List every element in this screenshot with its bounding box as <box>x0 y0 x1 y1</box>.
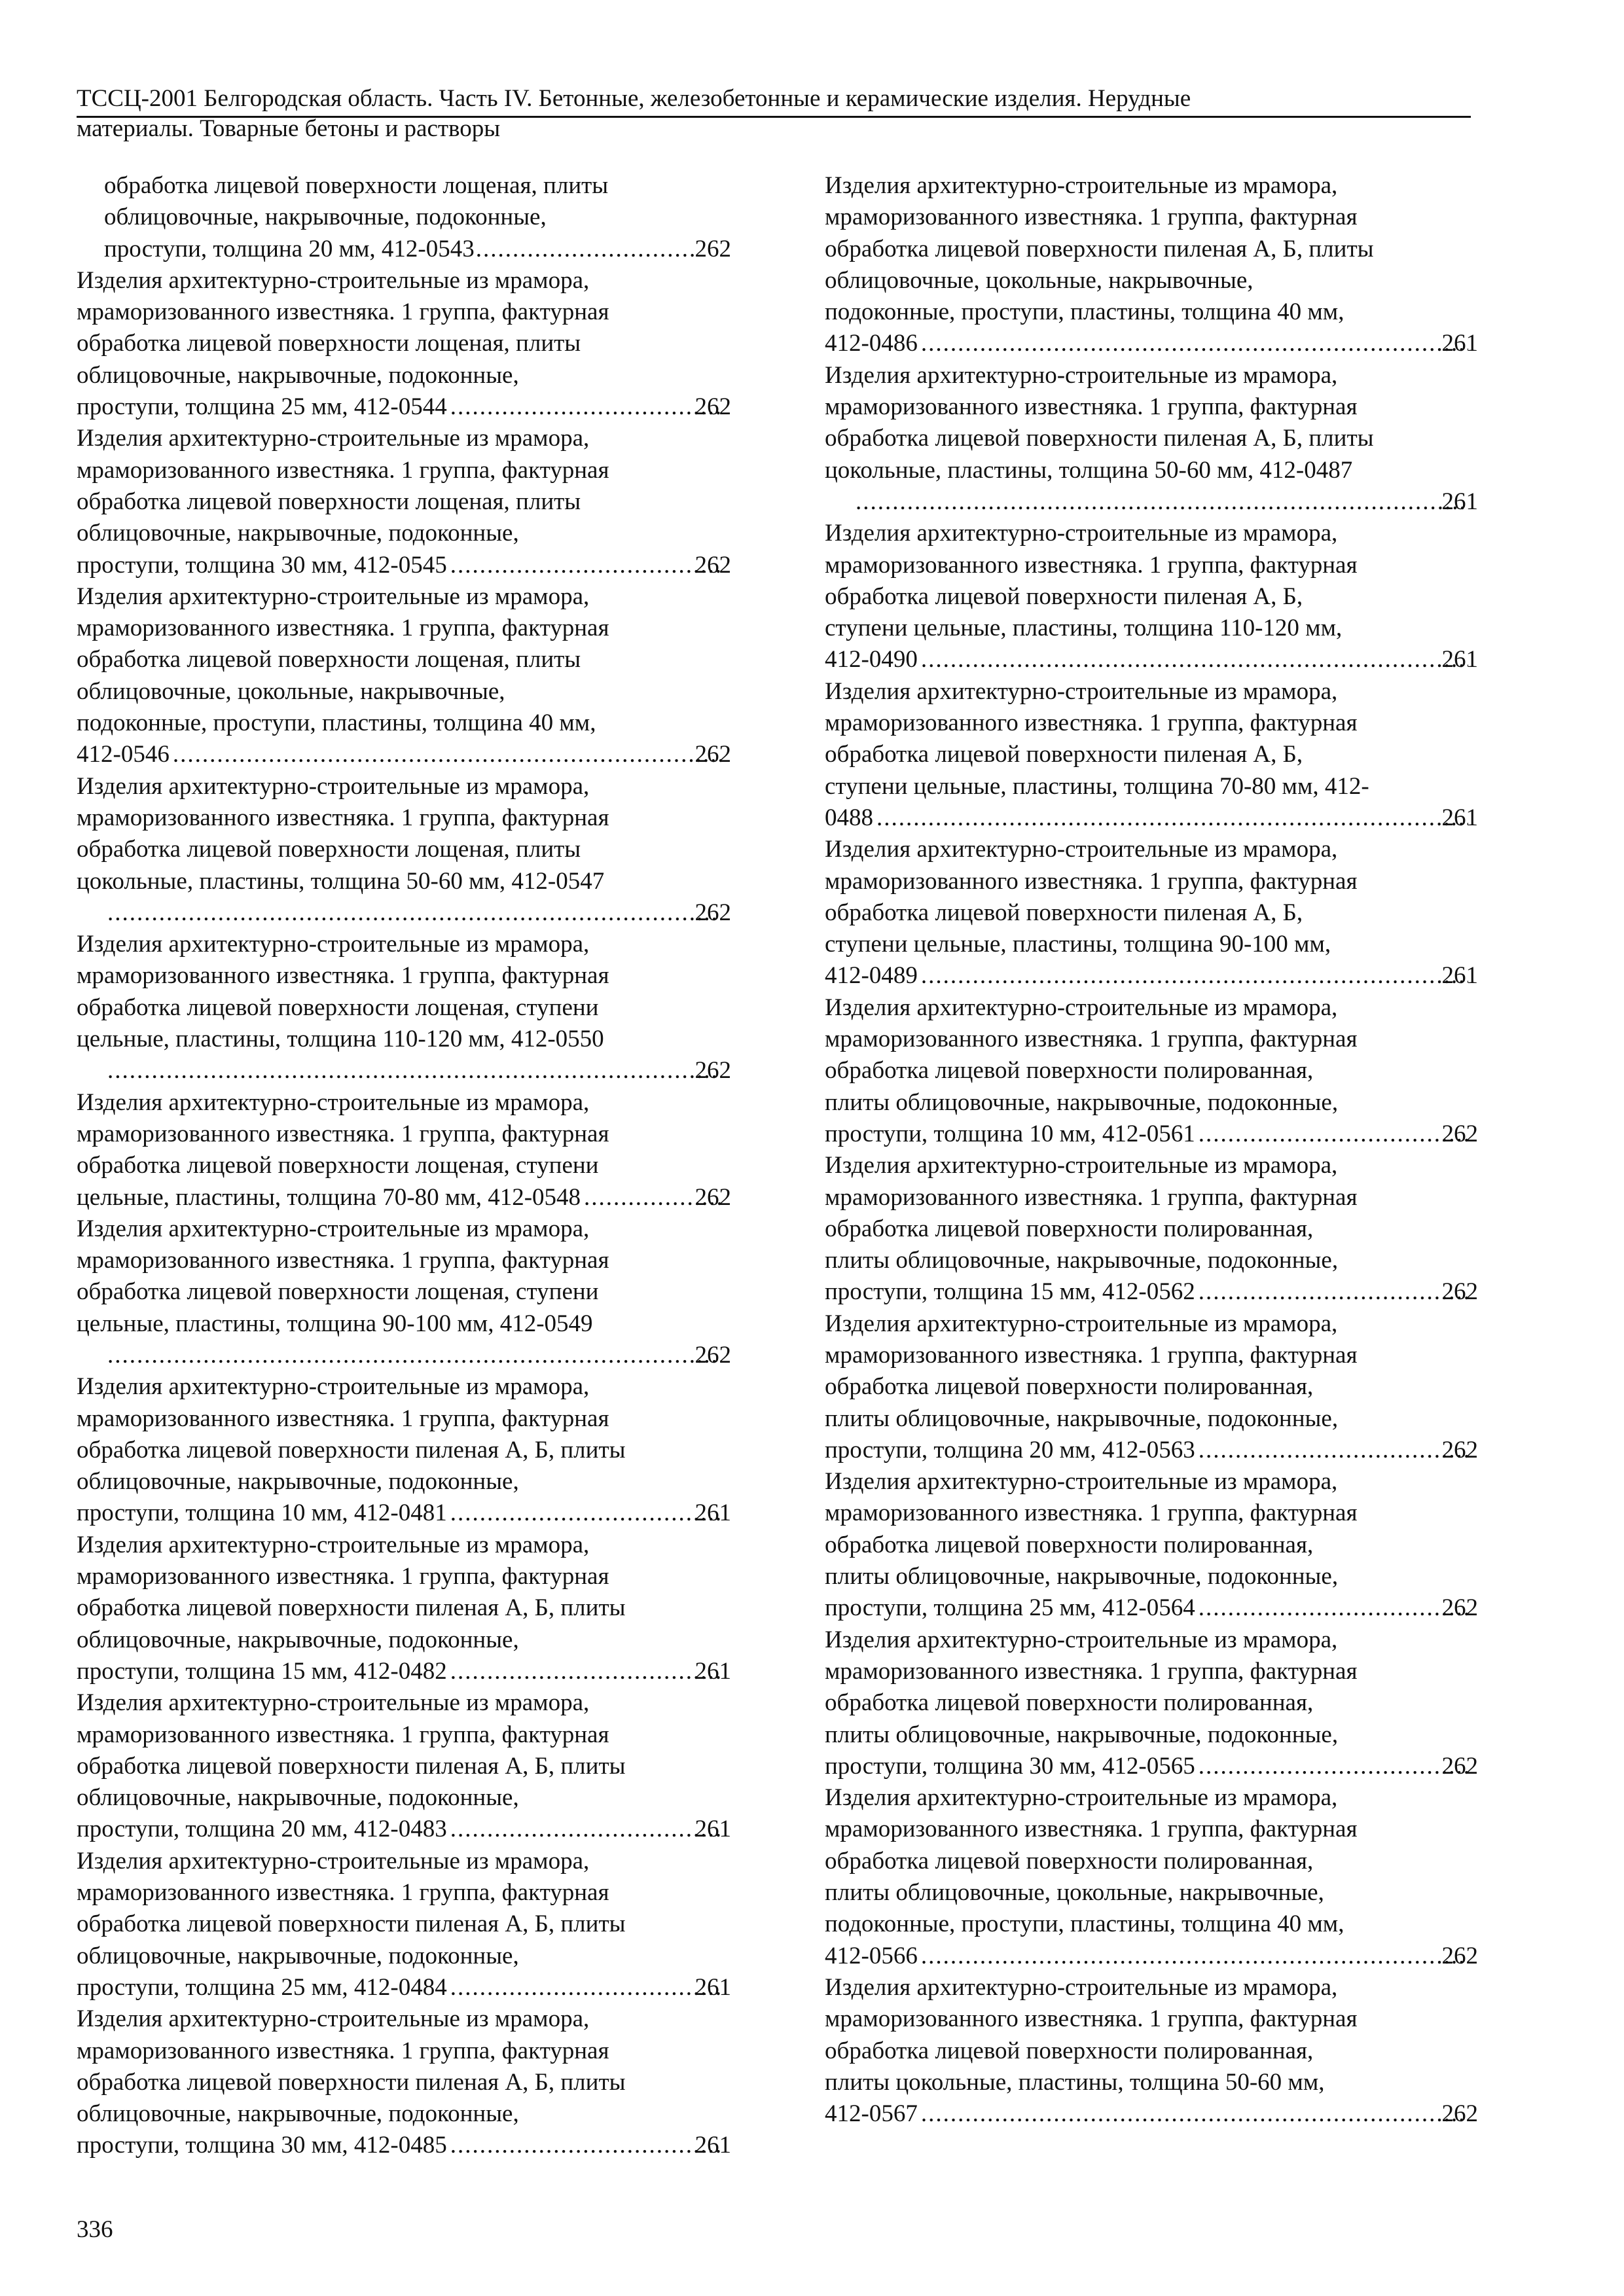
entry-text-line: Изделия архитектурно-строительные из мрамора, <box>77 1847 590 1874</box>
entry-text-line: мраморизованного известняка. 1 группа, фактурная <box>825 1499 1358 1527</box>
entry-text-line: Изделия архитектурно-строительные из мрамора, <box>77 1373 590 1401</box>
dot-leader <box>1197 1592 1468 1624</box>
entry-text-line: облицовочные, накрывочные, подоконные, <box>77 1626 519 1653</box>
entry-page-number: 261 <box>695 1499 731 1527</box>
dot-leader <box>1197 1119 1468 1150</box>
dot-leader <box>854 486 1468 518</box>
entry-text-line: обработка лицевой поверхности лощеная, плиты <box>77 330 581 357</box>
running-header <box>77 84 1471 144</box>
entry-text-line: обработка лицевой поверхности лощеная, плиты <box>77 488 581 515</box>
entry-text-line: облицовочные, накрывочные, подоконные, <box>77 520 519 547</box>
entry-last-line: проступи, толщина 15 мм, 412-0482 <box>77 1657 447 1685</box>
index-entry <box>77 1846 731 2003</box>
index-entry <box>825 992 1478 1150</box>
entry-text-line: обработка лицевой поверхности пиленая А, Б, плиты <box>77 1594 626 1622</box>
entry-text-line: облицовочные, накрывочные, подоконные, <box>77 1468 519 1496</box>
entry-text-line: Изделия архитектурно-строительные из мрамора, <box>77 583 590 610</box>
entry-text-line: плиты облицовочные, накрывочные, подоконные, <box>825 1405 1339 1432</box>
entry-text-line: мраморизованного известняка. 1 группа, фактурная <box>825 1183 1358 1211</box>
entry-leader-line <box>77 1656 731 1687</box>
entry-text-line: облицовочные, цокольные, накрывочные, <box>77 677 505 705</box>
entry-text-line: мраморизованного известняка. 1 группа, фактурная <box>77 1405 609 1432</box>
entry-text-line: обработка лицевой поверхности лощеная, ступени <box>77 1278 599 1306</box>
entry-page-number: 261 <box>1441 488 1478 515</box>
entry-leader-line <box>77 1182 731 1213</box>
entry-text-line: обработка лицевой поверхности лощеная, плиты <box>77 836 581 863</box>
entry-page-number: 262 <box>1441 1594 1478 1622</box>
dot-leader <box>1197 1276 1468 1308</box>
entry-text-line: обработка лицевой поверхности пиленая А, Б, плиты <box>77 1910 626 1938</box>
entry-text-line: Изделия архитектурно-строительные из мрамора, <box>825 1310 1338 1337</box>
entry-page-number: 262 <box>1441 1278 1478 1306</box>
entry-page-number: 261 <box>695 1816 731 1843</box>
dot-leader <box>919 328 1468 359</box>
entry-text-line: Изделия архитектурно-строительные из мрамора, <box>825 836 1338 863</box>
entry-text-line: облицовочные, цокольные, накрывочные, <box>825 266 1254 294</box>
entry-text-line: обработка лицевой поверхности полированная, <box>825 1847 1314 1874</box>
entry-leader-line <box>77 2130 731 2161</box>
entry-last-line: проступи, толщина 10 мм, 412-0561 <box>825 1120 1195 1147</box>
dot-leader <box>1197 1435 1468 1466</box>
entry-page-number: 261 <box>695 1657 731 1685</box>
dot-leader <box>448 1656 721 1687</box>
header-line-1: ТССЦ-2001 Белгородская область. Часть IV. Бетонные, железобетонные и керамические изделия. Нерудные <box>77 85 1191 112</box>
entry-leader-line <box>825 1751 1478 1782</box>
dot-leader <box>448 2130 721 2161</box>
index-entry <box>77 581 731 771</box>
entry-text-line: мраморизованного известняка. 1 группа, фактурная <box>825 1816 1358 1843</box>
entry-text-line: мраморизованного известняка. 1 группа, фактурная <box>77 2037 609 2064</box>
entry-text-line: мраморизованного известняка. 1 группа, фактурная <box>77 1120 609 1147</box>
entry-text-line: подоконные, проступи, пластины, толщина 40 мм, <box>825 1910 1344 1938</box>
entry-text-line: обработка лицевой поверхности лощеная, плиты <box>77 646 581 673</box>
index-entry <box>825 1972 1478 2130</box>
entry-page-number: 262 <box>1441 1436 1478 1463</box>
index-entry <box>77 423 731 581</box>
entry-text-line: обработка лицевой поверхности полированная, <box>825 1689 1314 1717</box>
entry-text-line: мраморизованного известняка. 1 группа, фактурная <box>77 1721 609 1748</box>
entry-text-line: плиты облицовочные, цокольные, накрывочные, <box>825 1879 1324 1907</box>
entry-leader-line <box>104 1055 731 1086</box>
dot-leader <box>105 897 721 929</box>
entry-text-line: мраморизованного известняка. 1 группа, фактурная <box>825 204 1358 231</box>
entry-text-line: мраморизованного известняка. 1 группа, фактурная <box>77 1247 609 1274</box>
index-entry <box>825 1150 1478 1308</box>
entry-text-line: ступени цельные, пластины, толщина 110-120 мм, <box>825 615 1343 642</box>
entry-text-line: облицовочные, накрывочные, подоконные, <box>104 204 547 231</box>
entry-leader-line <box>77 1498 731 1529</box>
dot-leader <box>919 960 1468 992</box>
entry-leader-line <box>825 1941 1478 1972</box>
entry-last-line: 412-0546 <box>77 741 170 768</box>
entry-text-line: обработка лицевой поверхности полированная, <box>825 1531 1314 1558</box>
entry-page-number: 261 <box>1441 330 1478 357</box>
entry-text-line: мраморизованного известняка. 1 группа, фактурная <box>77 298 609 326</box>
entry-text-line: Изделия архитектурно-строительные из мрамора, <box>77 1689 590 1717</box>
entry-text-line: Изделия архитектурно-строительные из мрамора, <box>825 1468 1338 1496</box>
page-number: 336 <box>77 2216 113 2243</box>
entry-text-line: мраморизованного известняка. 1 группа, фактурная <box>825 1341 1358 1369</box>
entry-text-line: Изделия архитектурно-строительные из мрамора, <box>77 1088 590 1116</box>
entry-text-line: Изделия архитектурно-строительные из мрамора, <box>77 772 590 800</box>
entry-page-number: 262 <box>1441 1120 1478 1147</box>
entry-text-line: Изделия архитектурно-строительные из мрамора, <box>825 994 1338 1021</box>
dot-leader <box>919 1941 1468 1972</box>
entry-text-line: обработка лицевой поверхности лощеная, ступени <box>77 1152 599 1179</box>
index-entry <box>77 1087 731 1213</box>
entry-leader-line <box>77 739 731 770</box>
entry-text-line: Изделия архитектурно-строительные из мрамора, <box>825 1626 1338 1653</box>
entry-text-line: мраморизованного известняка. 1 группа, фактурная <box>825 1026 1358 1053</box>
entry-text-line: плиты облицовочные, накрывочные, подоконные, <box>825 1563 1339 1590</box>
entry-text-line: цельные, пластины, толщина 90-100 мм, 412-0549 <box>77 1310 593 1337</box>
entry-page-number: 262 <box>1441 1752 1478 1780</box>
entry-page-number: 262 <box>695 393 731 421</box>
index-entry <box>825 676 1478 834</box>
index-entry <box>77 170 731 265</box>
entry-text-line: цокольные, пластины, толщина 50-60 мм, 412-0487 <box>825 456 1353 484</box>
index-entry <box>825 518 1478 675</box>
entry-leader-line <box>825 960 1478 992</box>
entry-text-line: Изделия архитектурно-строительные из мрамора, <box>825 1784 1338 1812</box>
index-entry <box>825 834 1478 992</box>
entry-text-line: подоконные, проступи, пластины, толщина 40 мм, <box>825 298 1344 326</box>
entry-text-line: Изделия архитектурно-строительные из мрамора, <box>77 425 590 452</box>
dot-leader <box>448 550 721 581</box>
entry-text-line: ступени цельные, пластины, толщина 70-80 мм, 412- <box>825 772 1369 800</box>
entry-leader-line <box>825 644 1478 675</box>
entry-text-line: Изделия архитектурно-строительные из мрамора, <box>825 361 1338 389</box>
entry-last-line: 412-0489 <box>825 962 918 990</box>
entry-text-line: Изделия архитектурно-строительные из мрамора, <box>825 1152 1338 1179</box>
entry-text-line: плиты облицовочные, накрывочные, подоконные, <box>825 1721 1339 1748</box>
entry-last-line: проступи, толщина 25 мм, 412-0564 <box>825 1594 1195 1622</box>
entry-text-line: обработка лицевой поверхности пиленая А, Б, плиты <box>77 1752 626 1780</box>
entry-last-line: 412-0490 <box>825 646 918 673</box>
index-entry <box>77 1530 731 1687</box>
entry-text-line: Изделия архитектурно-строительные из мрамора, <box>77 1215 590 1242</box>
entry-text-line: обработка лицевой поверхности лощеная, ступени <box>77 994 599 1021</box>
entry-text-line: обработка лицевой поверхности пиленая А, Б, <box>825 741 1303 768</box>
entry-text-line: Изделия архитектурно-строительные из мрамора, <box>77 1531 590 1558</box>
entry-leader-line <box>77 1972 731 2003</box>
entry-last-line: проступи, толщина 20 мм, 412-0563 <box>825 1436 1195 1463</box>
index-entry <box>825 170 1478 360</box>
index-column-right <box>825 170 1478 2130</box>
entry-last-line: цельные, пластины, толщина 70-80 мм, 412-0548 <box>77 1183 581 1211</box>
entry-text-line: обработка лицевой поверхности полированная, <box>825 1373 1314 1401</box>
entry-leader-line <box>825 1435 1478 1466</box>
index-entry <box>825 1624 1478 1782</box>
entry-leader-line <box>825 2098 1478 2130</box>
index-entry <box>825 1782 1478 1972</box>
entry-last-line: проступи, толщина 30 мм, 412-0545 <box>77 551 447 579</box>
dot-leader <box>105 1055 721 1086</box>
entry-text-line: мраморизованного известняка. 1 группа, фактурная <box>77 804 609 831</box>
index-entry <box>77 2003 731 2161</box>
entry-text-line: цокольные, пластины, толщина 50-60 мм, 412-0547 <box>77 867 605 895</box>
index-entry <box>77 1371 731 1529</box>
dot-leader <box>1197 1751 1468 1782</box>
entry-page-number: 261 <box>695 2132 731 2159</box>
entry-leader-line <box>825 1592 1478 1624</box>
index-entry <box>77 929 731 1086</box>
entry-text-line: плиты облицовочные, накрывочные, подоконные, <box>825 1088 1339 1116</box>
entry-page-number: 261 <box>1441 804 1478 831</box>
entry-last-line: проступи, толщина 30 мм, 412-0565 <box>825 1752 1195 1780</box>
dot-leader <box>476 234 694 265</box>
entry-text-line: ступени цельные, пластины, толщина 90-100 мм, <box>825 931 1331 958</box>
entry-text-line: плиты цокольные, пластины, толщина 50-60 мм, <box>825 2068 1325 2096</box>
entry-text-line: Изделия архитектурно-строительные из мрамора, <box>77 2005 590 2033</box>
entry-leader-line <box>825 802 1478 834</box>
entry-text-line: мраморизованного известняка. 1 группа, фактурная <box>77 615 609 642</box>
entry-text-line: Изделия архитектурно-строительные из мрамора, <box>825 172 1338 199</box>
entry-leader-line <box>77 391 731 423</box>
index-column-left <box>77 170 731 2162</box>
entry-text-line: мраморизованного известняка. 1 группа, фактурная <box>825 1657 1358 1685</box>
dot-leader <box>448 391 721 423</box>
dot-leader <box>448 1498 721 1529</box>
entry-last-line: 412-0567 <box>825 2100 918 2128</box>
entry-page-number: 262 <box>695 235 731 262</box>
entry-leader-line <box>825 1276 1478 1308</box>
entry-text-line: обработка лицевой поверхности пиленая А, Б, плиты <box>77 1436 626 1463</box>
entry-text-line: плиты облицовочные, накрывочные, подоконные, <box>825 1247 1339 1274</box>
entry-leader-line <box>77 550 731 581</box>
index-entry <box>825 1308 1478 1466</box>
index-entry <box>77 265 731 423</box>
entry-text-line: мраморизованного известняка. 1 группа, фактурная <box>77 1879 609 1907</box>
dot-leader <box>171 739 721 770</box>
dot-leader <box>919 644 1468 675</box>
dot-leader <box>105 1340 721 1371</box>
entry-text-line: обработка лицевой поверхности пиленая А, Б, <box>825 899 1303 926</box>
entry-last-line: проступи, толщина 25 мм, 412-0484 <box>77 1973 447 2001</box>
dot-leader <box>448 1814 721 1845</box>
entry-text-line: обработка лицевой поверхности лощеная, плиты <box>104 172 609 199</box>
entry-page-number: 262 <box>695 899 731 926</box>
entry-text-line: подоконные, проступи, пластины, толщина 40 мм, <box>77 709 596 737</box>
entry-text-line: облицовочные, накрывочные, подоконные, <box>77 2100 519 2128</box>
entry-text-line: обработка лицевой поверхности пиленая А, Б, плиты <box>825 425 1374 452</box>
entry-text-line: облицовочные, накрывочные, подоконные, <box>77 1942 519 1969</box>
entry-last-line: 412-0486 <box>825 330 918 357</box>
entry-text-line: обработка лицевой поверхности пиленая А, Б, плиты <box>77 2068 626 2096</box>
header-rule <box>77 116 1471 118</box>
dot-leader <box>875 802 1468 834</box>
entry-page-number: 262 <box>695 1341 731 1369</box>
entry-leader-line <box>825 328 1478 359</box>
entry-text-line: Изделия архитектурно-строительные из мрамора, <box>77 266 590 294</box>
entry-last-line: проступи, толщина 20 мм, 412-0543 <box>104 235 475 262</box>
entry-leader-line <box>825 1119 1478 1150</box>
entry-text-line: цельные, пластины, толщина 110-120 мм, 412-0550 <box>77 1026 604 1053</box>
index-entry <box>825 360 1478 518</box>
entry-last-line: проступи, толщина 15 мм, 412-0562 <box>825 1278 1195 1306</box>
entry-text-line: обработка лицевой поверхности полированная, <box>825 2037 1314 2064</box>
entry-leader-line <box>104 234 731 265</box>
entry-text-line: Изделия архитектурно-строительные из мрамора, <box>825 520 1338 547</box>
header-line-2: материалы. Товарные бетоны и растворы <box>77 115 501 142</box>
index-entry <box>77 1213 731 1371</box>
entry-text-line: Изделия архитектурно-строительные из мрамора, <box>77 931 590 958</box>
entry-leader-line <box>852 486 1478 518</box>
entry-text-line: мраморизованного известняка. 1 группа, фактурная <box>77 1563 609 1590</box>
index-entry <box>77 1687 731 1845</box>
entry-text-line: мраморизованного известняка. 1 группа, фактурная <box>77 962 609 990</box>
entry-page-number: 262 <box>1441 2100 1478 2128</box>
entry-page-number: 262 <box>1441 1942 1478 1969</box>
entry-page-number: 262 <box>695 1057 731 1085</box>
entry-text-line: мраморизованного известняка. 1 группа, фактурная <box>825 393 1358 421</box>
entry-text-line: облицовочные, накрывочные, подоконные, <box>77 1784 519 1812</box>
entry-text-line: мраморизованного известняка. 1 группа, фактурная <box>825 2005 1358 2033</box>
index-entry <box>825 1466 1478 1624</box>
entry-page-number: 262 <box>695 1183 731 1211</box>
entry-last-line: 412-0566 <box>825 1942 918 1969</box>
entry-text-line: мраморизованного известняка. 1 группа, фактурная <box>825 709 1358 737</box>
entry-text-line: мраморизованного известняка. 1 группа, фактурная <box>825 551 1358 579</box>
dot-leader <box>919 2098 1468 2130</box>
entry-last-line: проступи, толщина 30 мм, 412-0485 <box>77 2132 447 2159</box>
dot-leader <box>448 1972 721 2003</box>
entry-text-line: обработка лицевой поверхности пиленая А, Б, <box>825 583 1303 610</box>
entry-last-line: проступи, толщина 20 мм, 412-0483 <box>77 1816 447 1843</box>
entry-text-line: Изделия архитектурно-строительные из мрамора, <box>825 1973 1338 2001</box>
entry-last-line: проступи, толщина 25 мм, 412-0544 <box>77 393 447 421</box>
entry-text-line: мраморизованного известняка. 1 группа, фактурная <box>77 456 609 484</box>
entry-text-line: облицовочные, накрывочные, подоконные, <box>77 361 519 389</box>
entry-page-number: 262 <box>695 741 731 768</box>
entry-text-line: обработка лицевой поверхности полированная, <box>825 1057 1314 1085</box>
index-entry <box>77 771 731 929</box>
entry-page-number: 261 <box>1441 962 1478 990</box>
entry-text-line: обработка лицевой поверхности полированная, <box>825 1215 1314 1242</box>
entry-page-number: 261 <box>1441 646 1478 673</box>
entry-leader-line <box>77 1814 731 1845</box>
entry-leader-line <box>104 897 731 929</box>
entry-text-line: обработка лицевой поверхности пиленая А, Б, плиты <box>825 235 1374 262</box>
entry-text-line: мраморизованного известняка. 1 группа, фактурная <box>825 867 1358 895</box>
entry-last-line: 0488 <box>825 804 873 831</box>
entry-page-number: 261 <box>695 1973 731 2001</box>
entry-text-line: Изделия архитектурно-строительные из мрамора, <box>825 677 1338 705</box>
entry-leader-line <box>104 1340 731 1371</box>
entry-page-number: 262 <box>695 551 731 579</box>
entry-last-line: проступи, толщина 10 мм, 412-0481 <box>77 1499 447 1527</box>
